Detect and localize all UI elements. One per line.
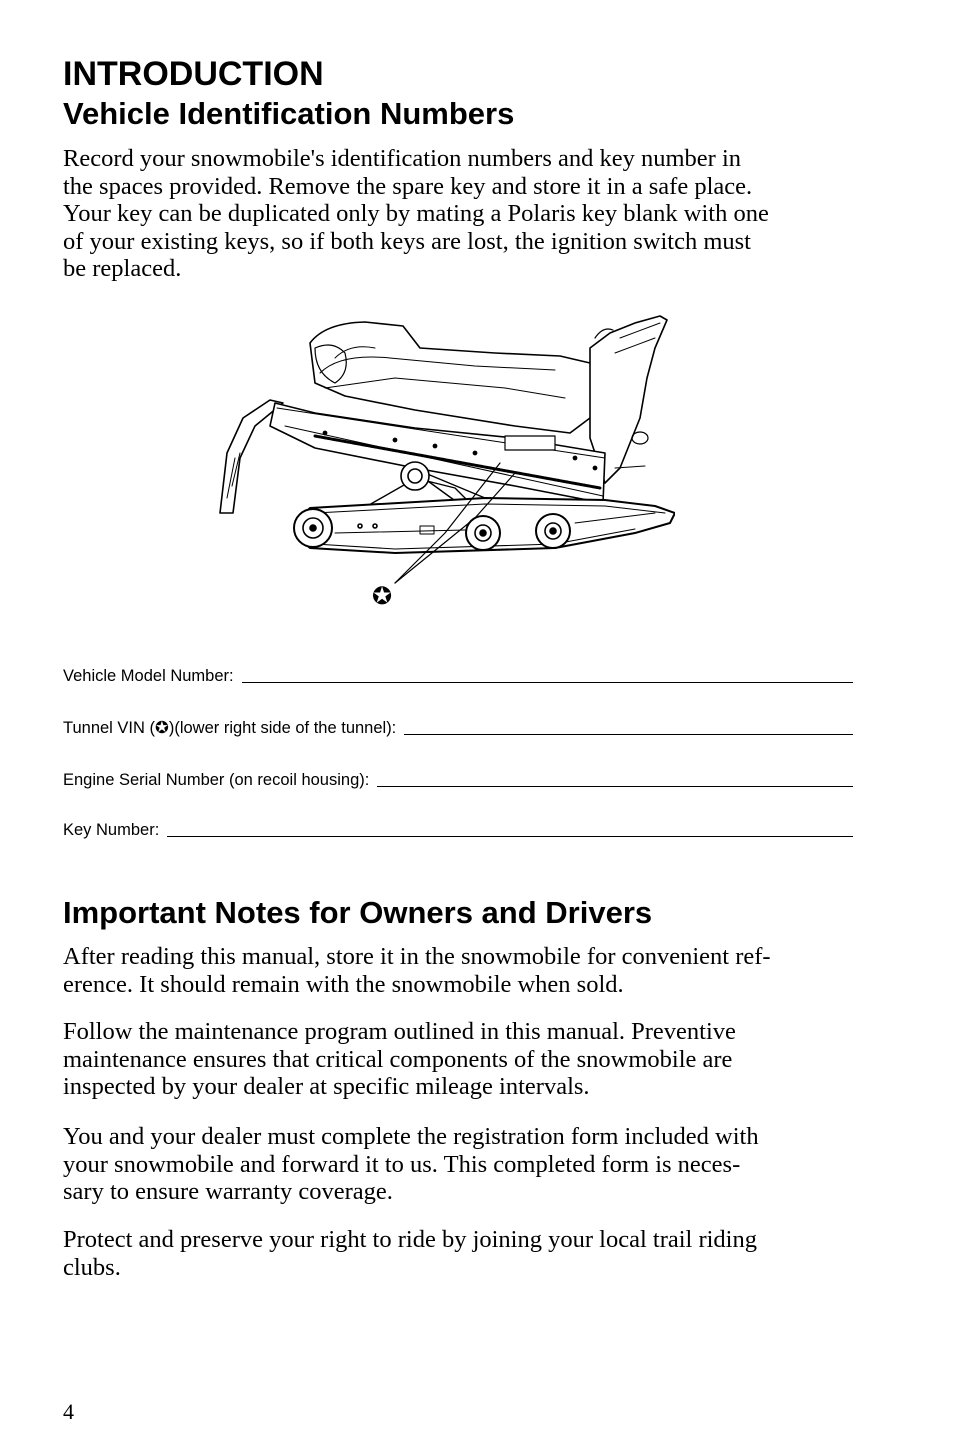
- text-line: be replaced.: [63, 255, 182, 282]
- section-title-vin: Vehicle Identification Numbers: [63, 96, 515, 131]
- text-line: Follow the maintenance program outlined in this manual. Preventive: [63, 1018, 736, 1045]
- write-in-line: [242, 668, 853, 683]
- callout-star-icon: ✪: [372, 582, 393, 610]
- write-in-line: [377, 772, 853, 787]
- text-line: Your key can be duplicated only by mating a Polaris key blank with one: [63, 200, 769, 227]
- text-line: You and your dealer must complete the registration form included with: [63, 1123, 759, 1150]
- text-line: the spaces provided. Remove the spare key and store it in a safe place.: [63, 172, 753, 200]
- notes-paragraph-3: [63, 1123, 893, 1206]
- record-tunnel-vin: [63, 714, 853, 738]
- text-line: erence. It should remain with the snowmobile when sold.: [63, 970, 624, 998]
- record-key-number: [63, 816, 853, 840]
- text-line: maintenance ensures that critical components of the snowmobile are: [63, 1045, 733, 1073]
- record-label: Tunnel VIN (✪)(lower right side of the tunnel):: [63, 719, 397, 737]
- page-number: 4: [63, 1399, 74, 1424]
- text-line: Protect and preserve your right to ride by joining your local trail riding: [63, 1226, 757, 1253]
- text-line: clubs.: [63, 1253, 121, 1281]
- snowmobile-tunnel-illustration: [215, 308, 675, 613]
- text-line: inspected by your dealer at specific mileage intervals.: [63, 1073, 590, 1100]
- page-heading: INTRODUCTION: [63, 55, 324, 93]
- text-line: sary to ensure warranty coverage.: [63, 1178, 393, 1205]
- text-line: of your existing keys, so if both keys are lost, the ignition switch must: [63, 227, 751, 255]
- record-label: Engine Serial Number (on recoil housing):: [63, 771, 370, 789]
- record-engine-serial: [63, 766, 853, 790]
- notes-paragraph-1: [63, 943, 893, 998]
- write-in-line: [404, 720, 853, 735]
- write-in-line: [167, 822, 853, 837]
- section-title-important-notes: Important Notes for Owners and Drivers: [63, 895, 653, 930]
- vin-intro-paragraph: [63, 145, 893, 283]
- record-label: Key Number:: [63, 821, 160, 839]
- record-vehicle-model: [63, 662, 853, 686]
- record-label: Vehicle Model Number:: [63, 667, 234, 685]
- text-line: Record your snowmobile's identification numbers and key number in: [63, 145, 742, 172]
- text-line: your snowmobile and forward it to us. This completed form is neces-: [63, 1150, 741, 1178]
- notes-paragraph-4: [63, 1226, 893, 1281]
- text-line: After reading this manual, store it in the snowmobile for convenient ref-: [63, 943, 771, 970]
- notes-paragraph-2: [63, 1018, 893, 1101]
